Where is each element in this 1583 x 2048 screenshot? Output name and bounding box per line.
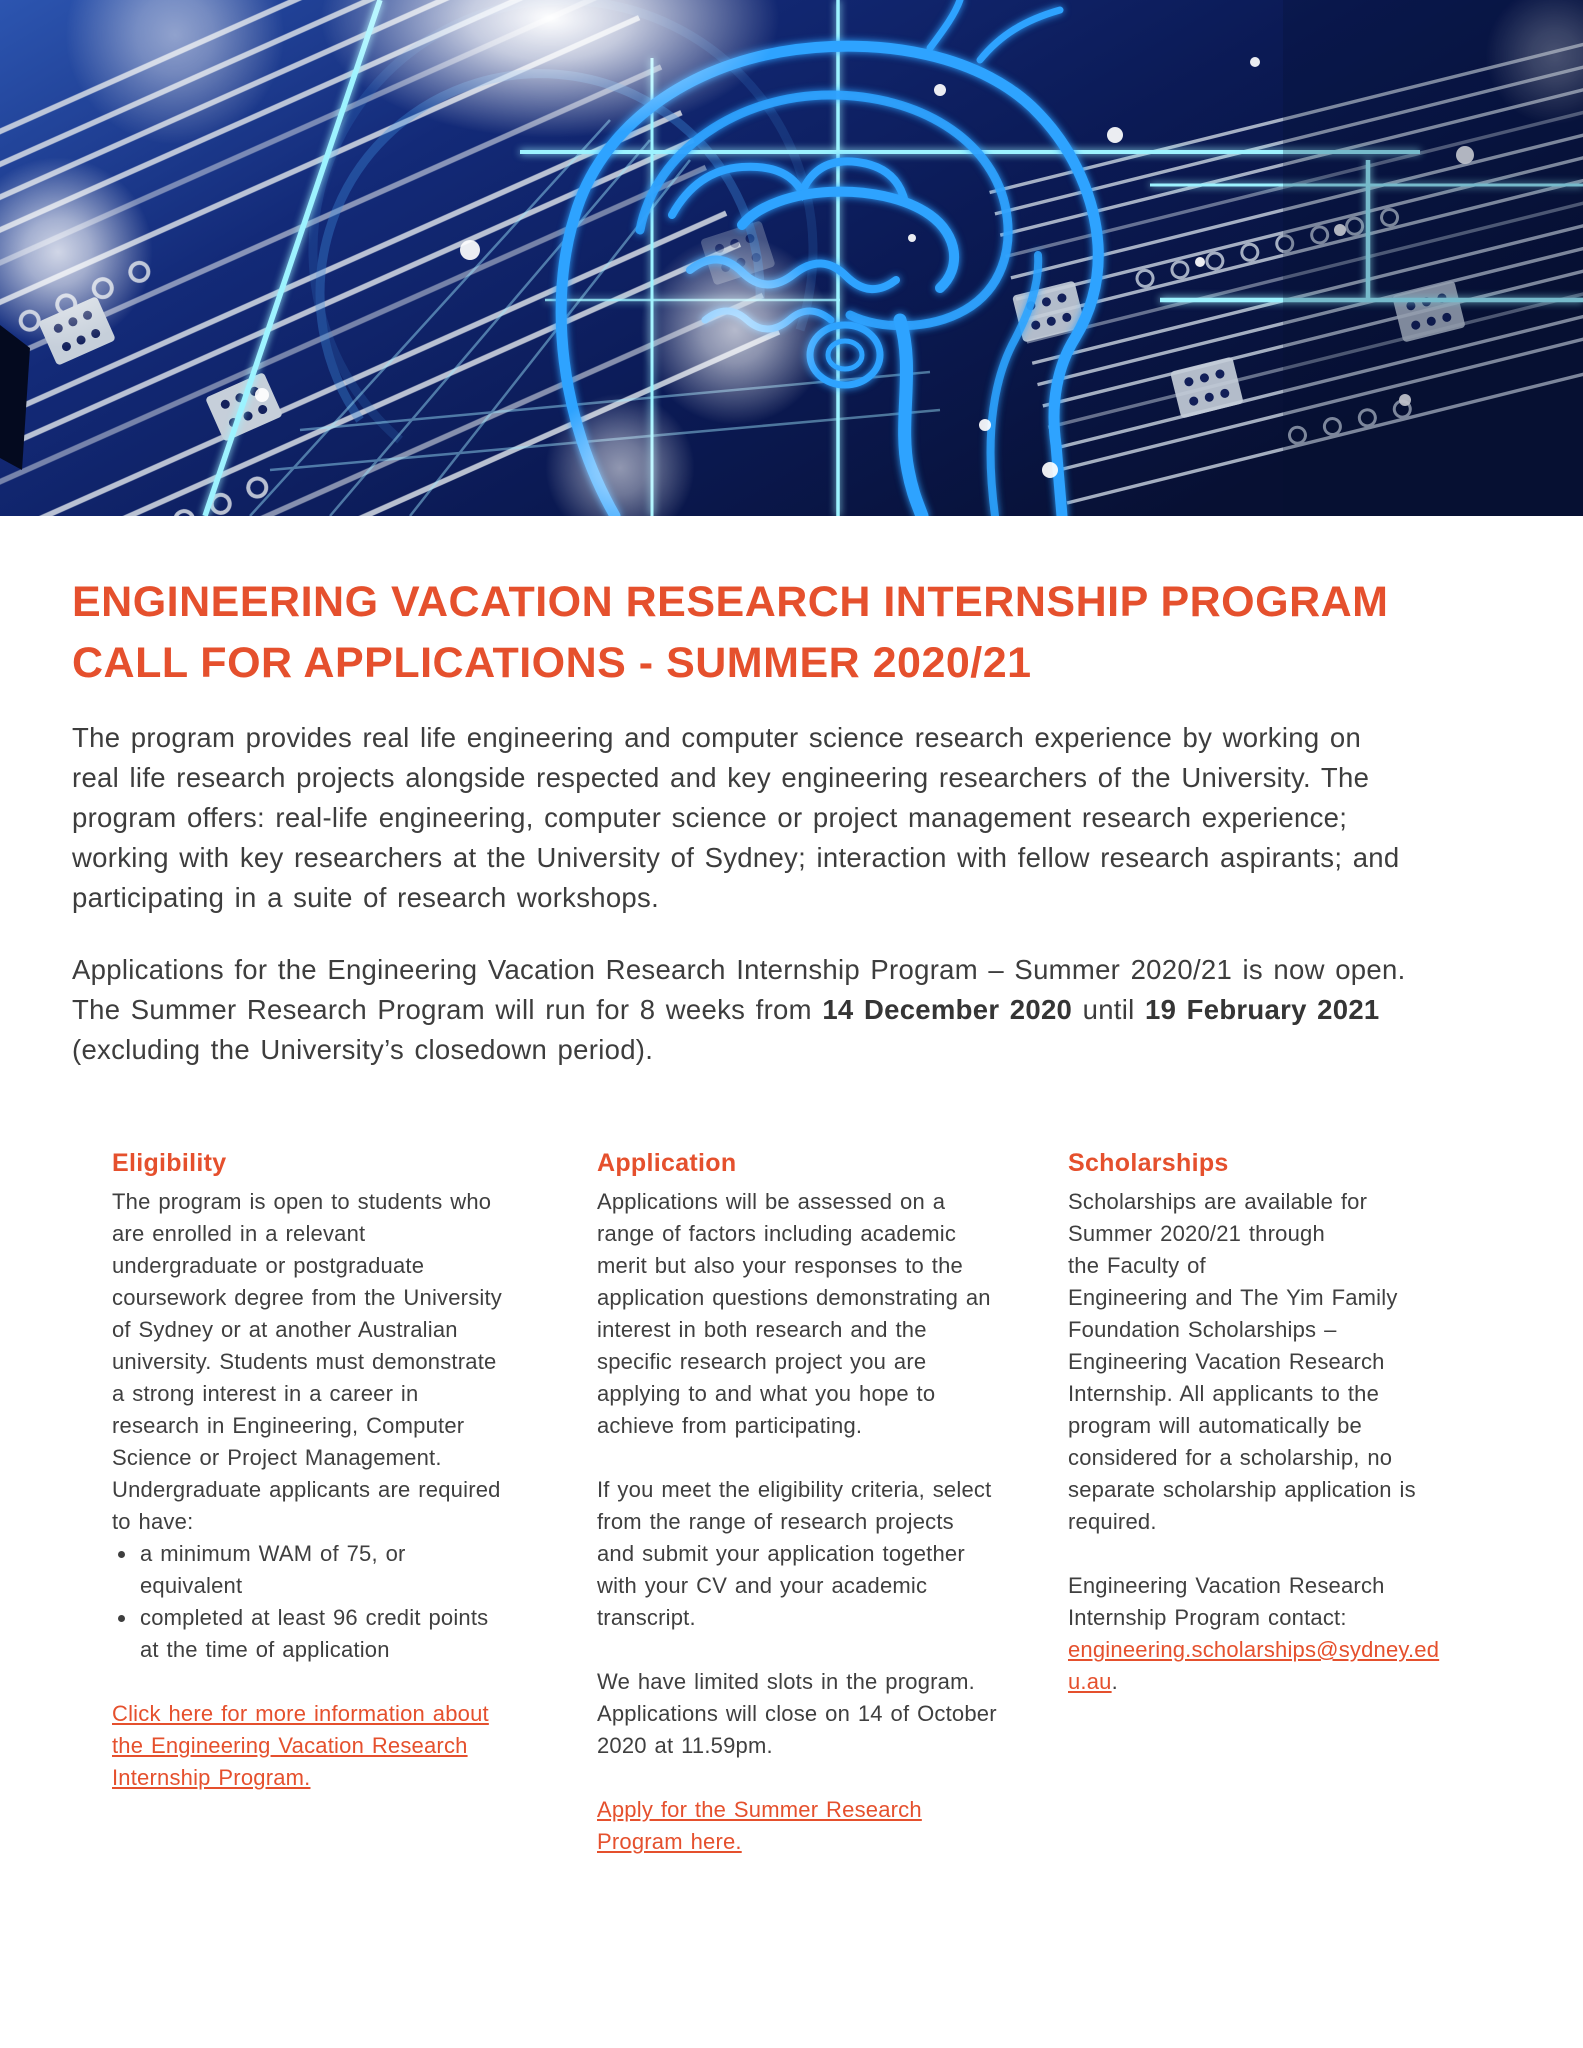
application-deadline-paragraph: We have limited slots in the program. Applications will close on 14 of October 2020 at 11.59pm. xyxy=(597,1669,997,1758)
eligibility-heading: Eligibility xyxy=(112,1149,227,1177)
scholarships-segment-2: the Faculty of xyxy=(1068,1253,1206,1278)
intro-paragraph-1: The program provides real life engineering and computer science research experience by working on real life research projects alongside respected and key engineering researchers of the University. The program offers: real-life engineering, computer science or project management research experience; working with key researchers at the University of Sydney; interaction with fellow research aspirants; and participating in a suite of research workshops. xyxy=(72,722,1400,913)
intro-p2-mid: until xyxy=(1072,994,1145,1025)
list-item: • completed at least 96 credit points at the time of application xyxy=(138,1602,504,1666)
page-title-line-1: ENGINEERING VACATION RESEARCH INTERNSHIP PROGRAM xyxy=(72,578,1389,626)
spacer xyxy=(112,1666,504,1698)
program-end-date: 19 February 2021 xyxy=(1145,994,1380,1025)
page-title xyxy=(72,572,1492,694)
circuit-brain-illustration xyxy=(0,0,1583,516)
intro-p2-lead: Applications for the Engineering Vacation Research Internship Program – Summer 2020/21 is now open. The Summer Research Program will run for 8 weeks from xyxy=(72,954,1406,1025)
hero-banner xyxy=(0,0,1583,516)
application-paragraph-1: Applications will be assessed on a range of factors including academic merit but also your responses to the application questions demonstrating an interest in both research and the specific research project you are applying to and what you hope to achieve from participating. xyxy=(597,1189,991,1438)
more-info-link[interactable]: Click here for more information about the Engineering Vacation Research Internship Program. xyxy=(112,1701,489,1790)
contact-email-suffix: . xyxy=(1111,1669,1118,1694)
apply-link[interactable]: Apply for the Summer Research Program here. xyxy=(597,1797,922,1854)
contact-line xyxy=(1068,1634,1450,1698)
list-item: • a minimum WAM of 75, or equivalent xyxy=(138,1538,504,1602)
eligibility-column xyxy=(112,1145,504,1794)
contact-intro: Engineering Vacation Research Internship Program contact: xyxy=(1068,1573,1385,1630)
intro-paragraph-2 xyxy=(72,950,1412,1070)
intro-p2-tail: (excluding the University’s closedown period). xyxy=(72,1034,654,1065)
application-paragraph-2: If you meet the eligibility criteria, select from the range of research projects and submit your application together with your CV and your academic transcript. xyxy=(597,1477,992,1630)
contact-email-link[interactable]: engineering.scholarships@sydney.edu.au xyxy=(1068,1637,1440,1694)
scholarships-segment-1: Scholarships are available for Summer 2020/21 through xyxy=(1068,1189,1368,1246)
program-start-date: 14 December 2020 xyxy=(822,994,1073,1025)
scholarships-segment-3: Engineering and The Yim Family Foundation Scholarships – Engineering Vacation Research Internship. All applicants to the program will automatically be considered for a scholarship, no separate scholarship application is required. xyxy=(1068,1285,1416,1534)
page-title-line-2: CALL FOR APPLICATIONS - SUMMER 2020/21 xyxy=(72,639,1032,687)
application-heading: Application xyxy=(597,1149,737,1177)
eligibility-body: The program is open to students who are enrolled in a relevant undergraduate or postgraduate coursework degree from the University of Sydney or at another Australian university. Students must demonstrate a strong interest in a career in research in Engineering, Computer Science or Project Management. Undergraduate applicants are required to have: xyxy=(112,1189,502,1534)
application-column xyxy=(597,1145,997,1858)
eligibility-requirements-list xyxy=(112,1538,504,1666)
scholarships-heading: Scholarships xyxy=(1068,1149,1229,1177)
scholarships-paragraph-1 xyxy=(1068,1186,1450,1538)
scholarships-column xyxy=(1068,1145,1450,1698)
